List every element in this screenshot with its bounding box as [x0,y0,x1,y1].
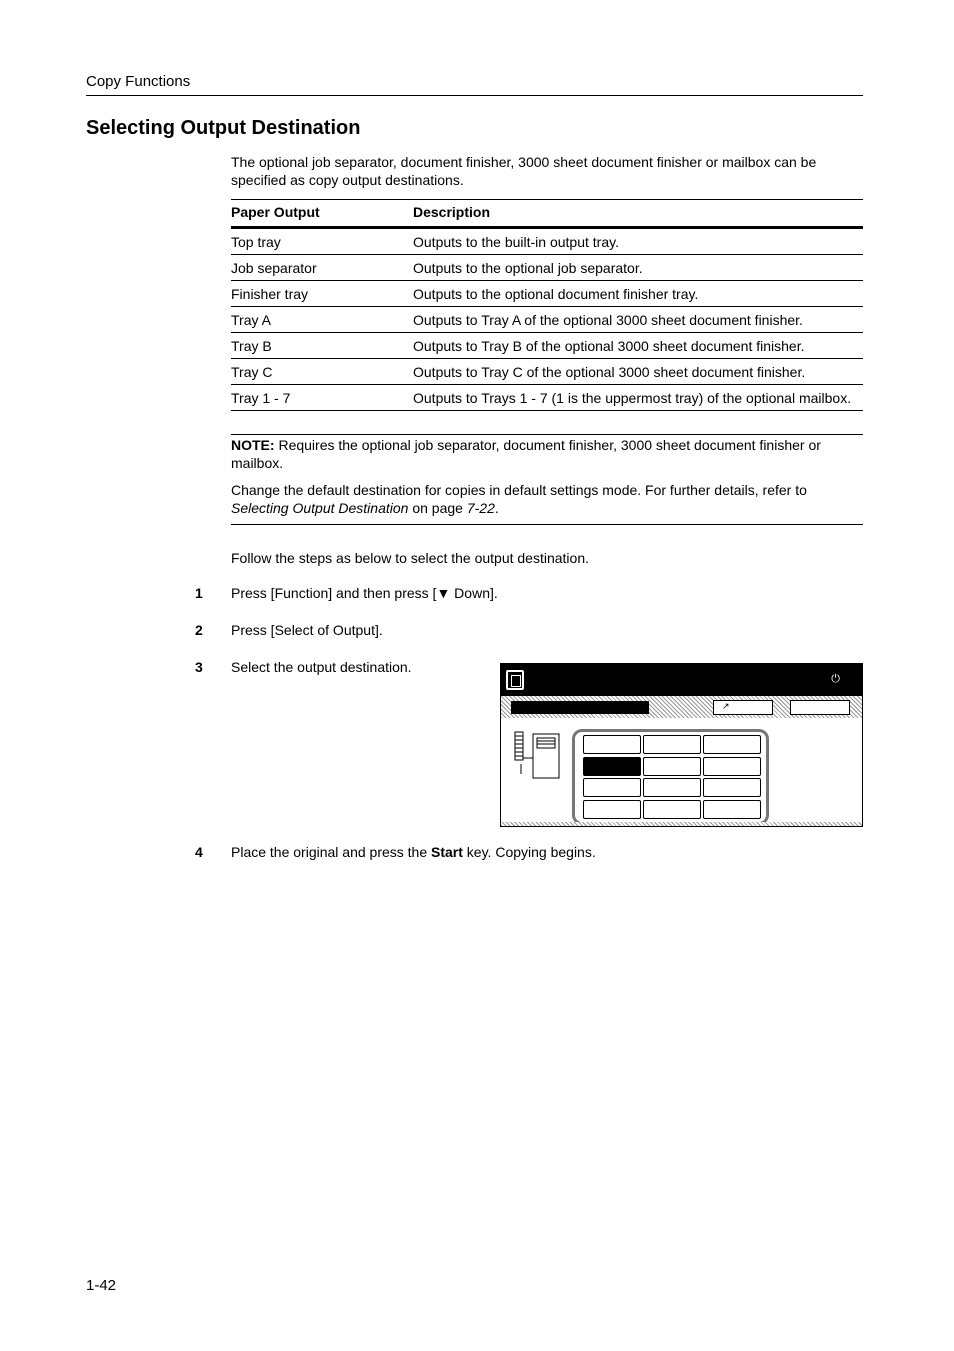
cell-paper-output: Top tray [231,228,413,255]
table-row [231,359,863,385]
output-option-button[interactable] [643,735,701,754]
cell-description: Outputs to the optional job separator. [413,255,863,281]
page-title: Selecting Output Destination [86,117,361,139]
note-ref-text: Change the default destination for copies in default settings mode. For further details, refer to [231,482,807,498]
table-row [231,385,863,411]
table-row [231,281,863,307]
page-number: 1-42 [86,1277,117,1294]
step-text [231,843,596,861]
follow-steps-text: Follow the steps as below to select the output destination. [231,550,589,566]
cell-paper-output: Tray B [231,333,413,359]
copy-icon[interactable] [506,670,524,690]
cell-paper-output: Finisher tray [231,281,413,307]
control-panel-screenshot [500,663,863,827]
output-table [231,199,863,411]
table-row [231,307,863,333]
panel-title-bar [501,664,862,696]
note-ref-text-2: on page [408,500,467,516]
note-text: Requires the optional job separator, document finisher, 3000 sheet document finisher or mailbox. [231,437,821,471]
shortcut-button[interactable] [713,700,773,715]
panel-bottom-strip [501,822,862,826]
note-paragraph [231,436,861,472]
output-option-button[interactable] [583,778,641,797]
table-row [231,333,863,359]
power-icon[interactable]: ⏻ [831,673,840,685]
step-number: 4 [195,844,203,860]
output-option-button[interactable] [643,800,701,819]
machine-icon [513,730,561,780]
output-option-button[interactable] [703,800,761,819]
cell-description: Outputs to the built-in output tray. [413,228,863,255]
note-ref-title: Selecting Output Destination [231,500,409,516]
start-key-label: Start [431,844,463,860]
note-bottom-rule [231,524,863,525]
cell-description: Outputs to Tray A of the optional 3000 sheet document finisher. [413,307,863,333]
cell-description: Outputs to Trays 1 - 7 (1 is the uppermost tray) of the optional mailbox. [413,385,863,411]
note-ref-page: 7-22 [466,500,495,516]
output-option-button[interactable] [643,778,701,797]
table-header-row [231,200,863,228]
close-button[interactable] [790,700,850,715]
step-text-part: key. Copying begins. [462,844,596,860]
cell-description: Outputs to the optional document finisher tray. [413,281,863,307]
output-option-button[interactable] [703,757,761,776]
col-header-description: Description [413,200,863,228]
header-rule [86,95,863,96]
cell-paper-output: Tray 1 - 7 [231,385,413,411]
step-text: Press [Function] and then press [▼ Down]. [231,585,498,601]
table-row [231,255,863,281]
note-reference-paragraph [231,481,861,517]
shortcut-arrow-icon: ↗ [722,701,730,711]
step-text: Press [Select of Output]. [231,622,383,638]
function-title-box [511,701,649,714]
cell-paper-output: Job separator [231,255,413,281]
note-ref-end: . [494,500,499,516]
panel-tab-bar [501,696,862,718]
cell-paper-output: Tray A [231,307,413,333]
step-number: 2 [195,622,203,638]
output-option-button-selected[interactable] [583,757,641,776]
note-top-rule [231,434,863,435]
col-header-paper-output: Paper Output [231,200,413,228]
step-number: 1 [195,585,203,601]
intro-paragraph: The optional job separator, document finisher, 3000 sheet document finisher or mailbox can be specified as copy output destinations. [231,154,817,188]
cell-description: Outputs to Tray C of the optional 3000 sheet document finisher. [413,359,863,385]
output-option-button[interactable] [643,757,701,776]
output-option-button[interactable] [583,800,641,819]
running-header: Copy Functions [86,73,191,90]
step-number: 3 [195,659,203,675]
cell-paper-output: Tray C [231,359,413,385]
table-row [231,228,863,255]
note-label: NOTE: [231,437,275,453]
step-text-part: Place the original and press the [231,844,432,860]
step-text: Select the output destination. [231,659,412,675]
output-option-button[interactable] [703,778,761,797]
output-option-button[interactable] [583,735,641,754]
cell-description: Outputs to Tray B of the optional 3000 sheet document finisher. [413,333,863,359]
output-option-button[interactable] [703,735,761,754]
